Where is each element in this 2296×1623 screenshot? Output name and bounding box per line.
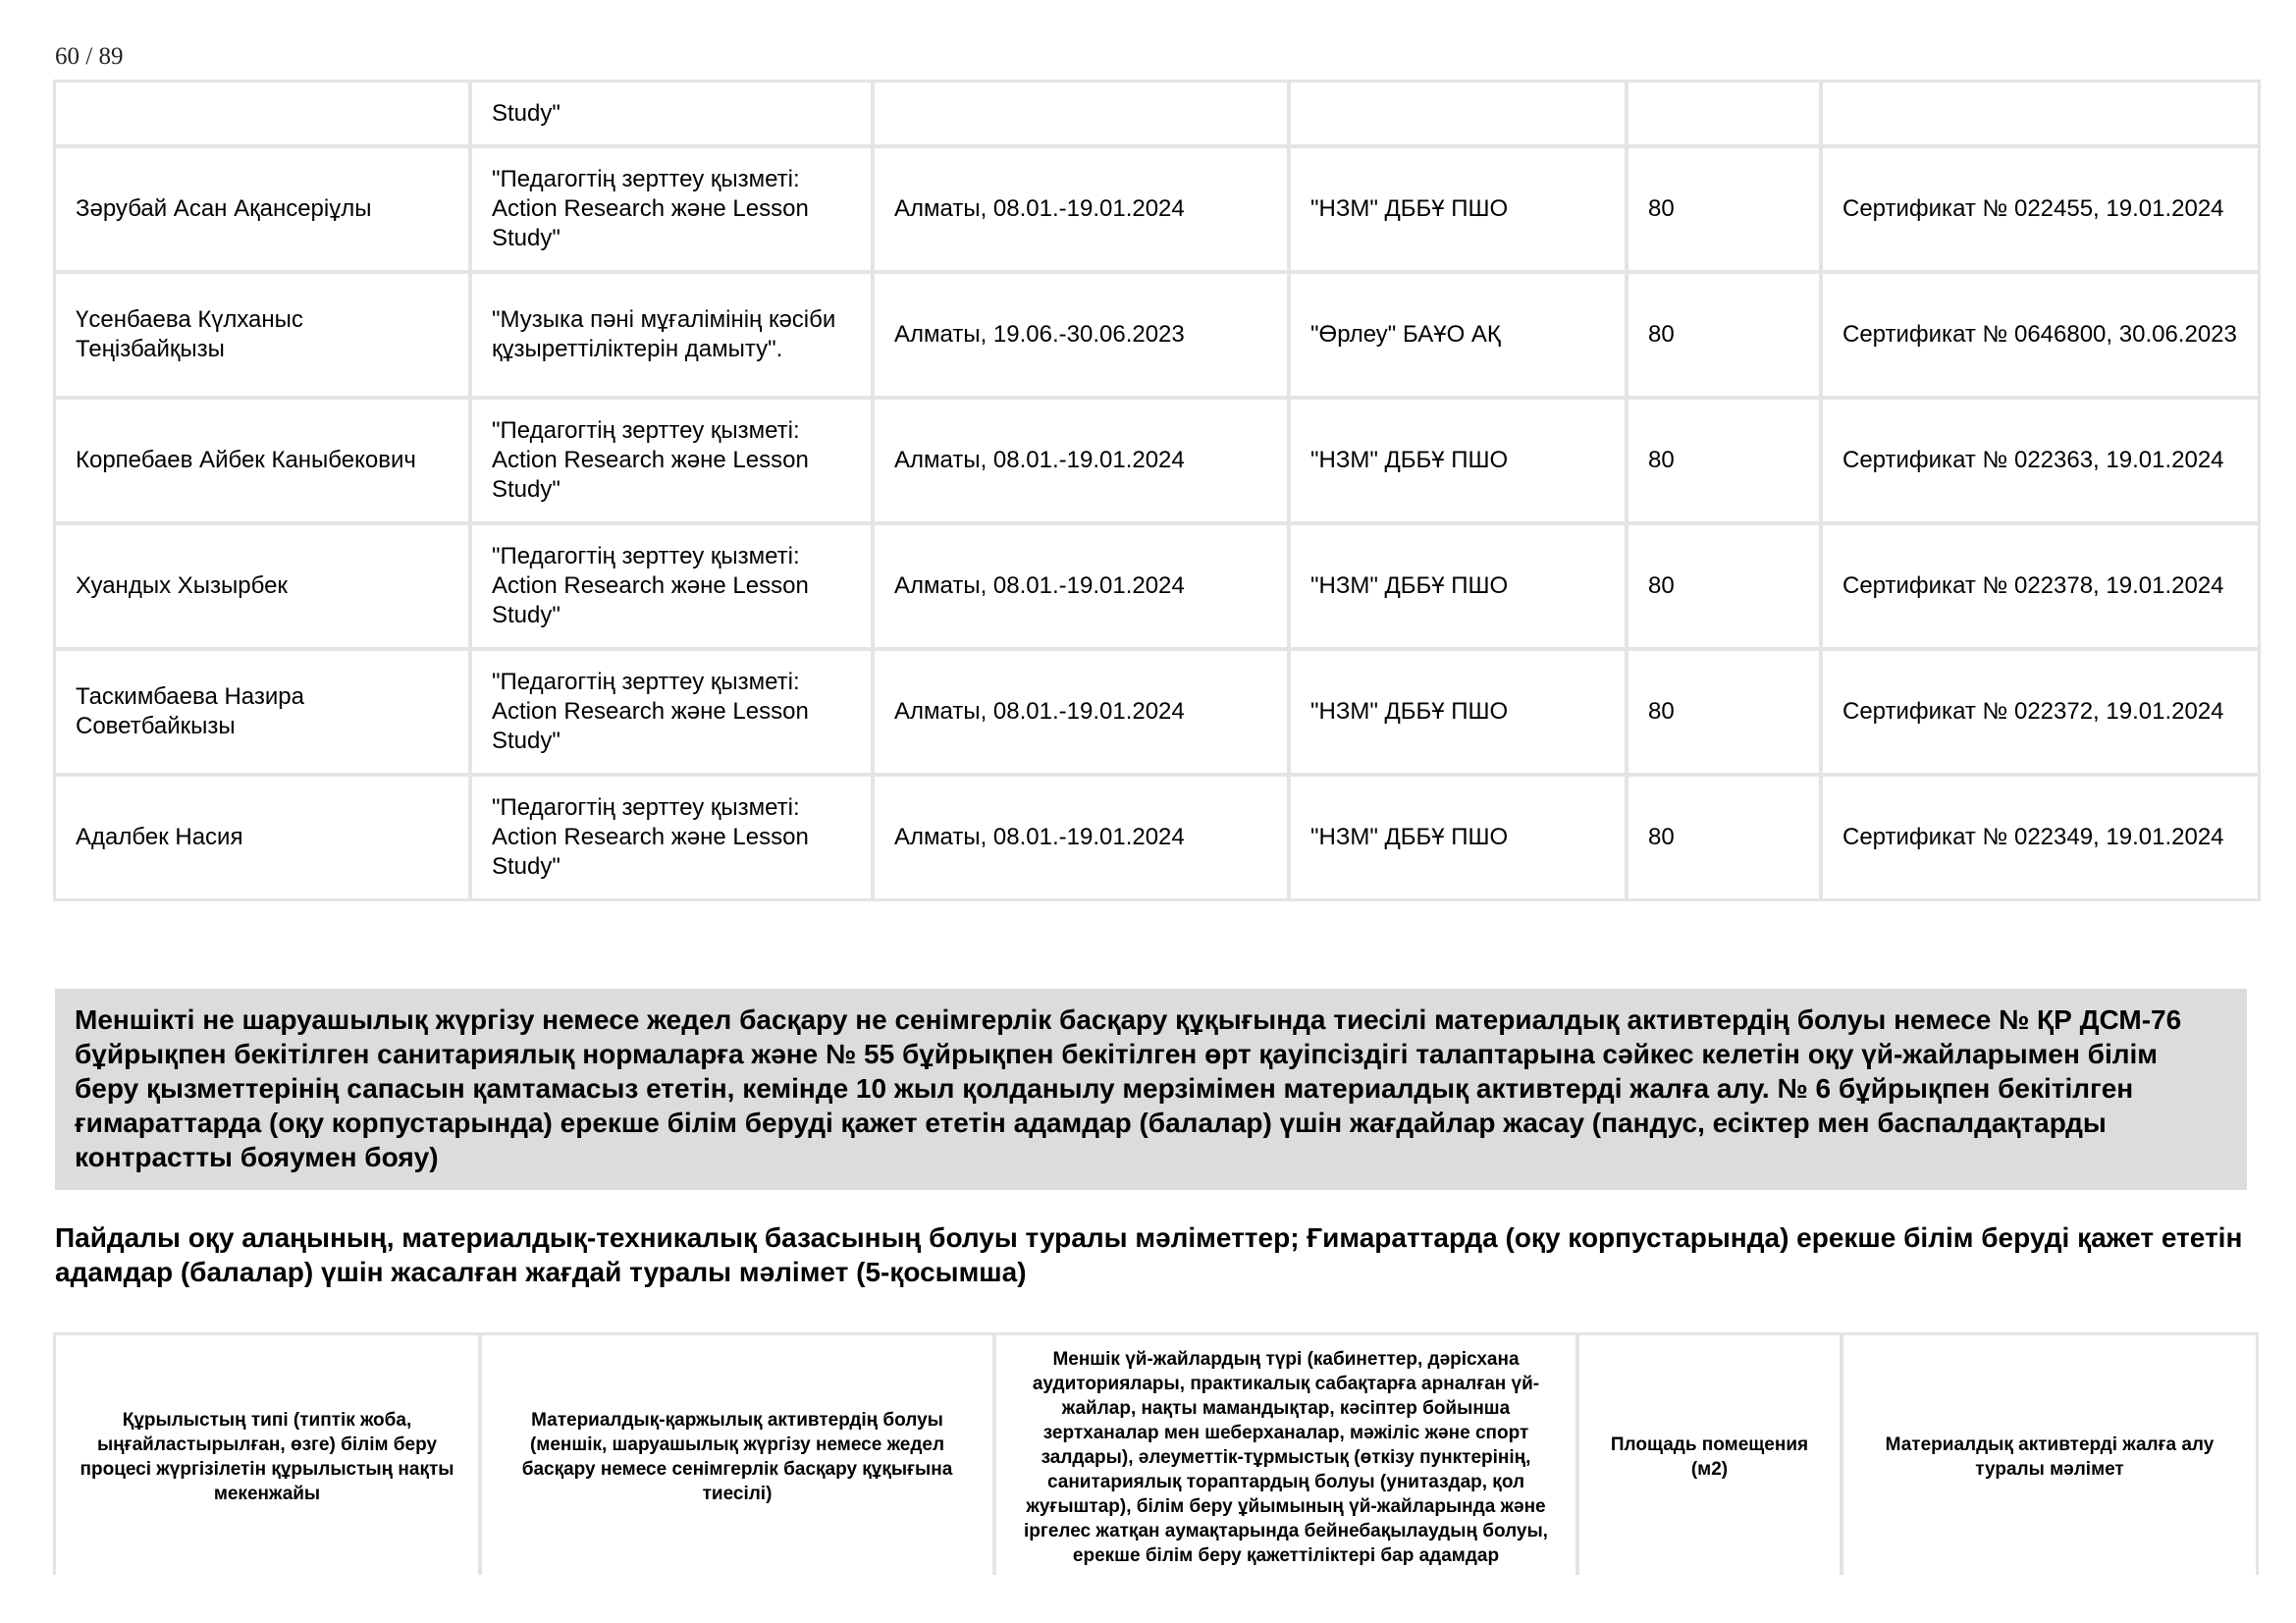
cell-course: "Педагогтің зерттеу қызметі: Action Research және Lesson Study" [472,525,871,647]
facilities-header-row [56,1335,2256,1579]
cell-certificate: Сертификат № 022363, 19.01.2024 [1823,400,2258,521]
page-number: 60 / 89 [55,43,124,70]
cell-hours: 80 [1629,777,1819,898]
cell-organization: "НЗМ" ДББҰ ПШО [1291,777,1625,898]
header-premises-type: Меншік үй-жайлардың түрі (кабинеттер, дәрісхана аудиториялары, практикалық сабақтарға арналған үй-жайлар, нақты мамандықтар, кәсіптер бойынша зертханалар мен шеберханалар, мәжіліс және спорт залдары), әлеуметтік-тұрмыстық (өткізу пунктерінің, санитариялық тораптардың болуы (унитаздар, қол жуғыштар), білім беру ұйымының үй-жайларында және іргелес жатқан аумақтарында бейнебақылаудың болуы, ерекше білім беру қажеттіліктері бар адамдар [996,1335,1575,1579]
cell-certificate: Сертификат № 0646800, 30.06.2023 [1823,274,2258,396]
table-row [56,777,2258,898]
cell-name: Корпебаев Айбек Каныбекович [56,400,468,521]
cell-place-date: Алматы, 08.01.-19.01.2024 [875,148,1287,270]
table-row [56,274,2258,396]
cell-certificate: Сертификат № 022378, 19.01.2024 [1823,525,2258,647]
section-highlight: Меншікті не шаруашылық жүргізу немесе жедел басқару не сенімгерлік басқару құқығында тиесілі материалдық активтердің болуы немесе № ҚР ДСМ-76 бұйрықпен бекітілген санитариялық нормаларға және № 55 бұйрықпен бекітілген өрт қауіпсіздігі талаптарына сәйкес келетін оқу үй-жайларымен білім беру қызметтерінің сапасын қамтамасыз ететін, кемінде 10 жыл қолданылу мерзімімен материалдық активтерді жалға алу. № 6 бұйрықпен бекітілген ғимараттарда (оқу корпустарында) ерекше білім беруді қажет ететін адамдар (балалар) үшін жағдайлар жасау (пандус, есіктер мен баспалдақтарды контрастты бояумен бояу) [55,989,2247,1190]
cell-hours: 80 [1629,651,1819,773]
section-subheading: Пайдалы оқу алаңының, материалдық-техникалық базасының болуы туралы мәліметтер; Ғимараттарда (оқу корпустарында) ерекше білім беруді қажет ететін адамдар (балалар) үшін жасалған жағдай туралы мәлімет (5-қосымша) [55,1222,2243,1287]
cell-organization: "НЗМ" ДББҰ ПШО [1291,400,1625,521]
facilities-table [52,1331,2260,1583]
table-row [56,651,2258,773]
cell-name: Адалбек Насия [56,777,468,898]
cell-name: Хуандых Хызырбек [56,525,468,647]
cell-course: "Педагогтің зерттеу қызметі: Action Research және Lesson Study" [472,777,871,898]
cell-certificate [1823,82,2258,144]
cell-organization: "НЗМ" ДББҰ ПШО [1291,651,1625,773]
header-rent-info: Материалдық активтерді жалға алу туралы мәлімет [1843,1335,2256,1579]
header-assets: Материалдық-қаржылық активтердің болуы (меншік, шаруашылық жүргізу немесе жедел басқару немесе сенімгерлік басқару құқығына тиесілі) [482,1335,992,1579]
cell-course: "Педагогтің зерттеу қызметі: Action Research және Lesson Study" [472,148,871,270]
table-row [56,400,2258,521]
cell-place-date: Алматы, 08.01.-19.01.2024 [875,651,1287,773]
cell-name: Үсенбаева Күлханыс Теңізбайқызы [56,274,468,396]
cell-hours: 80 [1629,525,1819,647]
cell-hours [1629,82,1819,144]
cell-place-date: Алматы, 08.01.-19.01.2024 [875,525,1287,647]
cell-certificate: Сертификат № 022372, 19.01.2024 [1823,651,2258,773]
cell-place-date: Алматы, 08.01.-19.01.2024 [875,777,1287,898]
cell-name: Таскимбаева Назира Советбайкызы [56,651,468,773]
cell-hours: 80 [1629,148,1819,270]
cell-hours: 80 [1629,274,1819,396]
header-area: Площадь помещения (м2) [1579,1335,1840,1579]
cell-name: Зәрубай Асан Ақансеріұлы [56,148,468,270]
training-table [52,79,2262,902]
cell-name [56,82,468,144]
cell-organization: "НЗМ" ДББҰ ПШО [1291,148,1625,270]
cell-organization: "Өрлеу" БАҰО АҚ [1291,274,1625,396]
cell-course: "Педагогтің зерттеу қызметі: Action Research және Lesson Study" [472,400,871,521]
cell-place-date [875,82,1287,144]
cell-course: Study" [472,82,871,144]
table-row [56,525,2258,647]
cell-certificate: Сертификат № 022349, 19.01.2024 [1823,777,2258,898]
cell-organization [1291,82,1625,144]
page-bottom-margin [0,1575,2296,1623]
cell-course: "Педагогтің зерттеу қызметі: Action Research және Lesson Study" [472,651,871,773]
cell-place-date: Алматы, 19.06.-30.06.2023 [875,274,1287,396]
cell-certificate: Сертификат № 022455, 19.01.2024 [1823,148,2258,270]
cell-hours: 80 [1629,400,1819,521]
table-row [56,148,2258,270]
header-building-type: Құрылыстың типі (типтік жоба, ыңғайластырылған, өзге) білім беру процесі жүргізілетін құрылыстың нақты мекенжайы [56,1335,478,1579]
cell-organization: "НЗМ" ДББҰ ПШО [1291,525,1625,647]
table-row-continued [56,82,2258,144]
cell-place-date: Алматы, 08.01.-19.01.2024 [875,400,1287,521]
cell-course: "Музыка пәні мұғалімінің кәсіби құзыреттіліктерін дамыту". [472,274,871,396]
